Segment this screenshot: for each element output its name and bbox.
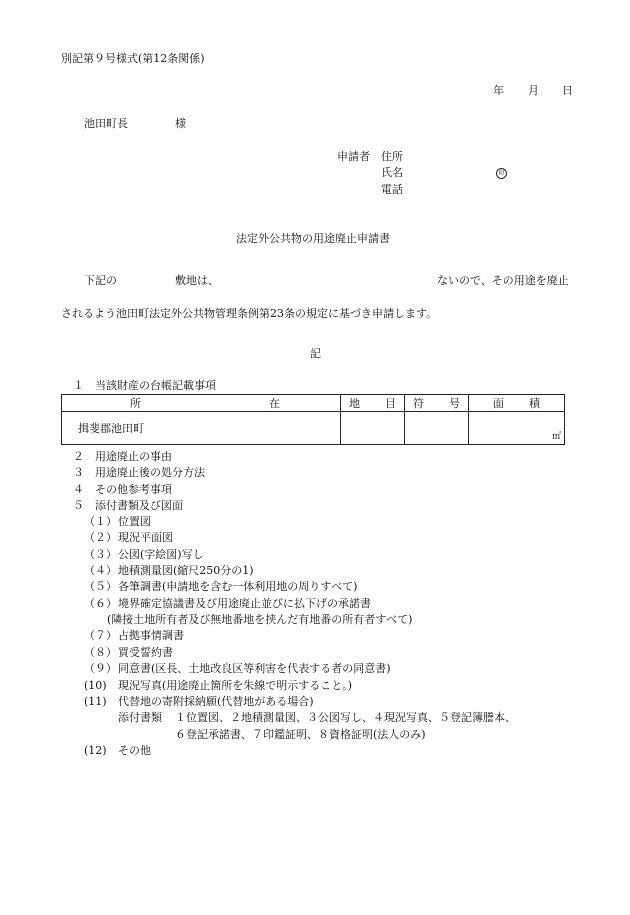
header-land-category: 地 目 (341, 395, 405, 412)
section-5-label: 添付書類及び図面 (95, 499, 183, 512)
attachment-4-number: （４） (84, 564, 117, 577)
seal-mark (496, 166, 507, 179)
ledger-table (61, 394, 565, 445)
document-title: 法定外公共物の用途廃止申請書 (236, 232, 390, 245)
section-2-number: ２ (73, 450, 84, 463)
body-suffix: ないので、その用途を廃止 (437, 274, 569, 287)
attachment-4-label: 地積測量図(縮尺250分の1) (118, 564, 254, 577)
section-4-number: ４ (73, 483, 84, 496)
ledger-data-row (62, 412, 565, 445)
attachment-7-number: （７） (84, 629, 117, 642)
attachment-3-number: （３） (84, 548, 117, 561)
cell-area (469, 412, 565, 445)
attachment-11-number: (11) (84, 695, 107, 708)
header-area: 面 積 (469, 395, 565, 412)
attachment-2-label: 現況平面図 (118, 531, 173, 544)
attachment-3-label: 公図(字絵図)写し (118, 548, 204, 561)
cell-location: 揖斐郡池田町 (62, 412, 341, 445)
attachment-10-label: 現況写真(用途廃止箇所を朱線で明示すること。) (118, 679, 353, 692)
section-3-number: ３ (73, 466, 84, 479)
header-lot-number: 符 号 (405, 395, 469, 412)
section-2-label: 用途廃止の事由 (95, 450, 172, 463)
applicant-phone-label: 電話 (381, 183, 403, 196)
section-5-number: ５ (73, 499, 84, 512)
attachment-1-number: （１） (84, 515, 117, 528)
attachment-11-sub-line2: ６登記承諾書、７印鑑証明、８資格証明(法人のみ) (175, 728, 426, 741)
attachment-7-label: 占拠事情調書 (118, 629, 184, 642)
attachment-2-number: （２） (84, 531, 117, 544)
attachment-8-label: 買受誓約書 (118, 646, 173, 659)
attachment-12-label: その他 (118, 744, 151, 757)
attachment-11-label: 代替地の寄附採納願(代替地がある場合) (118, 695, 314, 708)
header-location: 所 在 (62, 395, 341, 412)
section-3-label: 用途廃止後の処分方法 (95, 466, 205, 479)
attachment-8-number: （８） (84, 646, 117, 659)
date-day: 日 (562, 84, 573, 97)
attachment-1-label: 位置図 (118, 515, 151, 528)
attachment-9-label: 同意書(区長、土地改良区等利害を代表する者の同意書) (118, 662, 391, 675)
applicant-label: 申請者 (337, 150, 370, 163)
seal-icon: 印 (496, 168, 507, 179)
form-label: 別記第９号様式(第12条関係) (61, 52, 205, 65)
body-line2: されるよう池田町法定外公共物管理条例第23条の規定に基づき申請します。 (61, 307, 438, 320)
body-prefix: 下記の (84, 274, 117, 287)
attachment-9-number: （９） (84, 662, 117, 675)
addressee-name: 池田町長 (84, 117, 128, 130)
cell-land-category (341, 412, 405, 445)
attachment-6-number: （６） (84, 597, 117, 610)
section-1-label: 当該財産の台帳記載事項 (95, 379, 216, 392)
section-4-label: その他参考事項 (95, 483, 172, 496)
attachment-6-label: 境界確定協議書及び用途廃止並びに払下げの承諾書 (118, 597, 371, 610)
cell-lot-number (405, 412, 469, 445)
ki-heading: 記 (310, 347, 321, 360)
attachment-11-sub-line1: １位置図、２地積測量図、３公図写し、４現況写真、５登記簿謄本、 (175, 711, 516, 724)
attachment-6-note: (隣接土地所有者及び無地番地を挟んだ有地番の所有者すべて) (107, 613, 413, 626)
section-1-number: １ (73, 379, 84, 392)
attachment-12-number: (12) (84, 744, 107, 757)
applicant-name-label: 氏名 (381, 166, 403, 179)
body-mid: 敷地は、 (175, 274, 219, 287)
attachment-10-number: (10) (84, 679, 107, 692)
attachment-11-sub-label: 添付書類 (118, 711, 162, 724)
addressee-honorific: 様 (175, 117, 186, 130)
ledger-header-row (62, 395, 565, 412)
attachment-5-label: 各筆調書(申請地を含む一体利用地の周りすべて) (118, 580, 358, 593)
applicant-address-label: 住所 (381, 150, 403, 163)
date-month: 月 (528, 84, 539, 97)
date-year: 年 (493, 84, 504, 97)
area-unit: ㎡ (551, 432, 561, 442)
attachment-5-number: （５） (84, 580, 117, 593)
